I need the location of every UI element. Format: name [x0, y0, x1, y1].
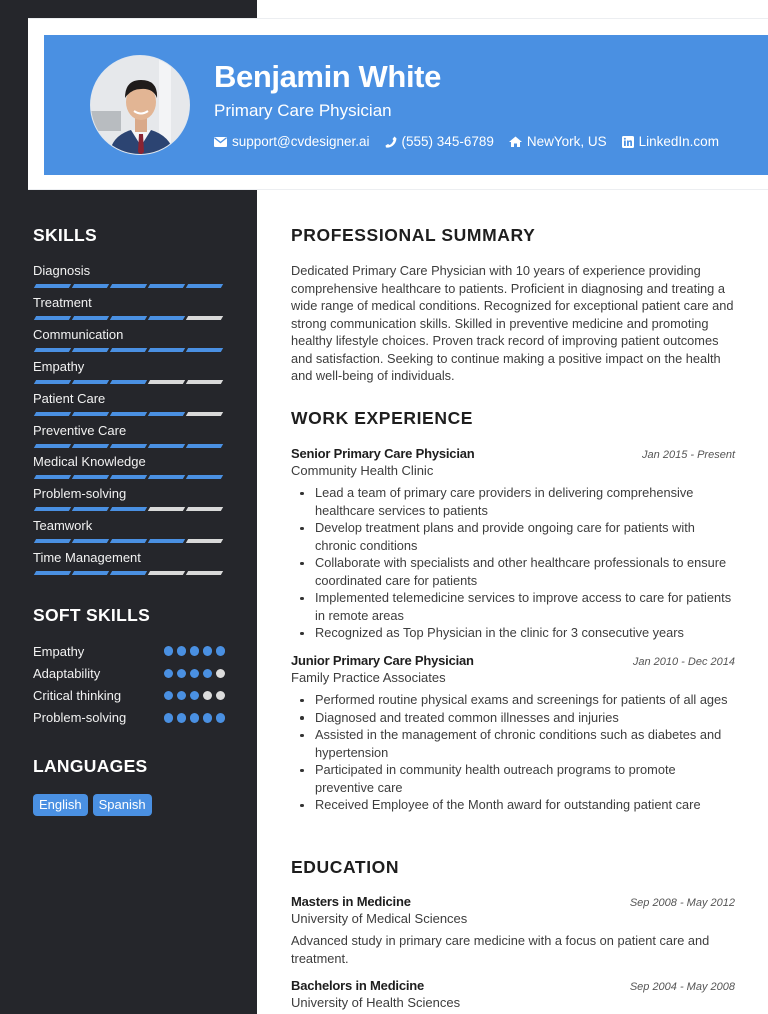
skill-item [33, 391, 225, 416]
level-segment-filled [110, 475, 147, 479]
level-segment-empty [186, 380, 223, 384]
level-segment-filled [72, 475, 109, 479]
job-bullets [291, 484, 735, 642]
skill-name: Medical Knowledge [33, 454, 146, 470]
level-segment-filled [148, 316, 185, 320]
level-segment-filled [186, 284, 223, 288]
job-bullet: Received Employee of the Month award for outstanding patient care [291, 796, 735, 814]
home-icon [509, 136, 522, 147]
soft-skill-name: Adaptability [33, 665, 101, 681]
job-dates: Jan 2015 - Present [642, 449, 735, 461]
job-bullet: Lead a team of primary care providers in delivering comprehensive healthcare services to patients [291, 484, 735, 519]
skill-name: Empathy [33, 358, 85, 374]
rating-dot-filled [203, 646, 213, 656]
job-bullet: Implemented telemedicine services to improve access to care for patients in remote areas [291, 589, 735, 624]
rating-dot-filled [177, 646, 187, 656]
contact-linkedin-label: LinkedIn.com [638, 134, 719, 149]
contact-row [214, 134, 734, 149]
level-segment-filled [72, 380, 109, 384]
level-segment-empty [148, 571, 185, 575]
rating-dot-filled [177, 713, 187, 723]
rating-dot-filled [216, 646, 226, 656]
level-segment-filled [72, 316, 109, 320]
education-description: Advanced study in primary care medicine with a focus on patient care and treatment. [291, 933, 710, 966]
level-segment-empty [186, 507, 223, 511]
job-bullet: Recognized as Top Physician in the clinic for 3 consecutive years [291, 624, 735, 642]
level-segment-filled [110, 412, 147, 416]
level-segment-filled [34, 412, 71, 416]
education-entry [291, 978, 735, 1010]
rating-dot-filled [203, 669, 213, 679]
soft-skill-name: Problem-solving [33, 710, 127, 726]
level-segment-filled [72, 444, 109, 448]
skills-heading: SKILLS [33, 225, 98, 245]
header-banner [44, 35, 768, 175]
soft-skill-rating [160, 691, 225, 701]
languages-list [33, 794, 157, 816]
rating-dot-filled [164, 669, 174, 679]
level-segment-filled [34, 316, 71, 320]
skill-name: Teamwork [33, 518, 93, 534]
skill-level-bar [33, 284, 225, 288]
soft-skill-item [33, 642, 225, 660]
level-segment-empty [186, 412, 223, 416]
soft-skill-rating [160, 669, 225, 679]
level-segment-filled [148, 348, 185, 352]
rating-dot-empty [216, 669, 226, 679]
level-segment-filled [72, 348, 109, 352]
soft-skill-name: Critical thinking [33, 688, 122, 704]
rating-dot-filled [203, 713, 213, 723]
level-segment-filled [148, 475, 185, 479]
skill-item [33, 486, 225, 511]
skill-item [33, 518, 225, 543]
education-entry [291, 894, 735, 967]
contact-linkedin[interactable] [622, 134, 719, 149]
contact-email-label: support@cvdesigner.ai [232, 134, 370, 149]
rating-dot-filled [177, 691, 187, 701]
job-bullet: Develop treatment plans and provide ongoing care for patients with chronic conditions [291, 519, 735, 554]
job-role: Senior Primary Care Physician [291, 446, 475, 461]
contact-email[interactable] [214, 134, 370, 149]
education-dates: Sep 2008 - May 2012 [629, 897, 735, 909]
rating-dot-empty [216, 691, 226, 701]
rating-dot-filled [164, 646, 174, 656]
level-segment-filled [34, 571, 71, 575]
school-name: University of Health Sciences [291, 995, 461, 1010]
candidate-title: Primary Care Physician [214, 101, 392, 120]
job-bullet: Collaborate with specialists and other healthcare professionals to ensure coordinated care for patients [291, 554, 735, 589]
skill-level-bar [33, 412, 225, 416]
level-segment-filled [110, 444, 147, 448]
rating-dot-filled [190, 691, 200, 701]
skill-name: Diagnosis [33, 263, 91, 278]
level-segment-filled [186, 348, 223, 352]
skill-item [33, 359, 225, 384]
skill-level-bar [33, 380, 225, 384]
level-segment-empty [186, 571, 223, 575]
rating-dot-filled [177, 669, 187, 679]
skill-level-bar [33, 316, 225, 320]
level-segment-empty [148, 507, 185, 511]
job-entry [291, 653, 735, 814]
skill-name: Preventive Care [33, 422, 127, 438]
level-segment-filled [72, 539, 109, 543]
soft-skill-name: Empathy [33, 643, 85, 659]
education-dates: Sep 2004 - May 2008 [629, 981, 735, 993]
skill-name: Communication [33, 326, 124, 342]
level-segment-filled [110, 571, 147, 575]
candidate-name: Benjamin White [214, 59, 441, 94]
skill-name: Problem-solving [33, 486, 127, 502]
degree-name: Masters in Medicine [291, 894, 411, 909]
summary-text: Dedicated Primary Care Physician with 10 years of experience providing comprehensive healthcare to patients. Proficient in diagnosing and treating a wide range of medical conditions. Recognized for exceptional patient care and strong communication skills. Skilled in preventive medicine and promoting healthy lifestyle choices. Proven track record of improving patient outcomes and satisfaction. Seeking to continue making a positive impact on the health and well-being of individuals. [291, 263, 734, 383]
skill-level-bar [33, 444, 225, 448]
job-org: Family Practice Associates [291, 670, 446, 685]
job-bullet: Participated in community health outreach programs to promote preventive care [291, 761, 735, 796]
soft-skill-rating [160, 713, 225, 723]
job-bullet: Performed routine physical exams and screenings for patients of all ages [291, 691, 735, 709]
contact-location-label: NewYork, US [526, 134, 607, 149]
level-segment-filled [34, 348, 71, 352]
level-segment-filled [34, 539, 71, 543]
rating-dot-filled [190, 669, 200, 679]
skill-name: Treatment [33, 294, 92, 310]
language-badge: English [33, 794, 88, 816]
skill-name: Time Management [33, 550, 141, 566]
experience-heading: WORK EXPERIENCE [291, 408, 474, 428]
job-org: Community Health Clinic [291, 463, 434, 478]
level-segment-filled [110, 284, 147, 288]
languages-heading: LANGUAGES [33, 756, 148, 776]
job-bullet: Diagnosed and treated common illnesses and injuries [291, 709, 735, 727]
level-segment-empty [186, 539, 223, 543]
job-dates: Jan 2010 - Dec 2014 [632, 656, 735, 668]
skill-level-bar [33, 475, 225, 479]
level-segment-filled [110, 539, 147, 543]
level-segment-filled [148, 412, 185, 416]
skill-level-bar [33, 539, 225, 543]
avatar [90, 55, 190, 155]
degree-name: Bachelors in Medicine [291, 978, 425, 993]
skill-level-bar [33, 507, 225, 511]
skill-item [33, 423, 225, 448]
skill-item [33, 550, 225, 575]
rating-dot-filled [216, 713, 226, 723]
job-entry [291, 446, 735, 642]
level-segment-filled [34, 380, 71, 384]
rating-dot-filled [164, 713, 174, 723]
skill-level-bar [33, 348, 225, 352]
linkedin-icon [622, 136, 634, 148]
language-badge: Spanish [93, 794, 152, 816]
skill-item [33, 295, 225, 320]
level-segment-filled [34, 507, 71, 511]
summary-heading: PROFESSIONAL SUMMARY [291, 225, 536, 245]
level-segment-filled [186, 475, 223, 479]
level-segment-filled [34, 444, 71, 448]
school-name: University of Medical Sciences [291, 911, 468, 926]
level-segment-filled [148, 444, 185, 448]
level-segment-filled [110, 507, 147, 511]
job-role: Junior Primary Care Physician [291, 653, 474, 668]
soft-skill-item [33, 709, 225, 727]
rating-dot-empty [203, 691, 213, 701]
level-segment-filled [34, 284, 71, 288]
rating-dot-filled [190, 646, 200, 656]
profile-photo [91, 56, 190, 155]
soft-skill-item [33, 664, 225, 682]
level-segment-filled [72, 412, 109, 416]
rating-dot-filled [164, 691, 174, 701]
skill-item [33, 454, 225, 479]
skill-level-bar [33, 571, 225, 575]
level-segment-filled [110, 316, 147, 320]
level-segment-filled [110, 380, 147, 384]
education-heading: EDUCATION [291, 857, 400, 877]
level-segment-filled [34, 475, 71, 479]
soft-skills-heading: SOFT SKILLS [33, 605, 151, 625]
contact-location [509, 134, 607, 149]
level-segment-empty [186, 316, 223, 320]
level-segment-filled [72, 284, 109, 288]
skill-name: Patient Care [33, 390, 106, 406]
job-bullet: Assisted in the management of chronic conditions such as diabetes and hypertension [291, 726, 735, 761]
level-segment-filled [186, 444, 223, 448]
skill-item [33, 327, 225, 352]
contact-phone[interactable] [385, 134, 494, 149]
level-segment-filled [148, 284, 185, 288]
level-segment-filled [72, 571, 109, 575]
contact-phone-label: (555) 345-6789 [401, 134, 494, 149]
rating-dot-filled [190, 713, 200, 723]
level-segment-empty [148, 380, 185, 384]
job-bullets [291, 691, 735, 814]
skill-item [33, 263, 225, 288]
soft-skill-item [33, 687, 225, 705]
phone-icon [385, 136, 397, 148]
level-segment-filled [148, 539, 185, 543]
envelope-icon [214, 137, 227, 147]
level-segment-filled [72, 507, 109, 511]
header-card [28, 18, 768, 190]
soft-skill-rating [160, 646, 225, 656]
level-segment-filled [110, 348, 147, 352]
